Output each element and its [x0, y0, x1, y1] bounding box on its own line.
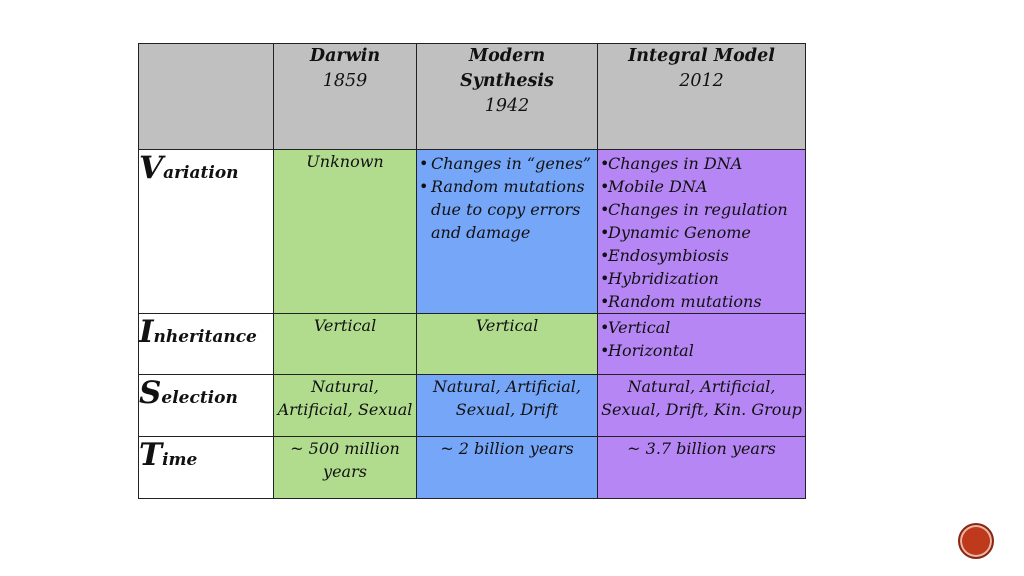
cell-modern-selection: Natural, Artificial, Sexual, Drift — [417, 375, 598, 437]
list-item: • Random mutations — [600, 290, 805, 313]
row-variation — [139, 150, 806, 314]
list-item: • Random mutations due to copy errors and damage — [419, 175, 597, 244]
row-label-variation — [139, 150, 274, 314]
list-item: • Endosymbiosis — [600, 244, 805, 267]
row-label-rest: ariation — [163, 163, 239, 183]
cell-integral-time: ~ 3.7 billion years — [598, 437, 806, 499]
row-time — [139, 437, 806, 499]
cell-integral-inheritance — [598, 314, 806, 375]
row-label-initial: V — [139, 150, 164, 186]
row-inheritance — [139, 314, 806, 375]
list-item: • Changes in DNA — [600, 152, 805, 175]
row-selection — [139, 375, 806, 437]
cell-darwin-inheritance: Vertical — [274, 314, 417, 375]
slide-nav-button[interactable] — [958, 523, 994, 559]
list-item: • Hybridization — [600, 267, 805, 290]
column-title: Modern Synthesis — [460, 46, 554, 91]
row-label-rest: election — [161, 388, 238, 408]
column-header-darwin — [274, 44, 417, 150]
cell-darwin-time: ~ 500 million years — [274, 437, 417, 499]
row-label-selection — [139, 375, 274, 437]
header-row — [139, 44, 806, 150]
list-item: • Changes in regulation — [600, 198, 805, 221]
column-year: 1942 — [484, 96, 530, 116]
list-item: • Horizontal — [600, 339, 805, 362]
row-label-inheritance — [139, 314, 274, 375]
corner-cell — [139, 44, 274, 150]
column-header-integral-model — [598, 44, 806, 150]
row-label-rest: nheritance — [153, 327, 257, 347]
cell-integral-variation — [598, 150, 806, 314]
cell-darwin-variation: Unknown — [274, 150, 417, 314]
column-year: 2012 — [679, 71, 724, 91]
cell-modern-time: ~ 2 billion years — [417, 437, 598, 499]
list-item: • Changes in “genes” — [419, 152, 597, 175]
row-label-initial: I — [139, 314, 154, 350]
cell-modern-variation — [417, 150, 598, 314]
row-label-time — [139, 437, 274, 499]
row-label-rest: ime — [162, 450, 198, 470]
list-item: • Mobile DNA — [600, 175, 805, 198]
cell-darwin-selection: Natural, Artificial, Sexual — [274, 375, 417, 437]
column-header-modern-synthesis — [417, 44, 598, 150]
list-item: • Dynamic Genome — [600, 221, 805, 244]
row-label-initial: S — [139, 375, 162, 411]
cell-integral-selection: Natural, Artificial, Sexual, Drift, Kin. Group — [598, 375, 806, 437]
column-year: 1859 — [322, 71, 368, 91]
list-item: • Vertical — [600, 316, 805, 339]
evolution-comparison-table — [138, 43, 806, 499]
column-title: Integral Model — [628, 46, 775, 66]
cell-modern-inheritance: Vertical — [417, 314, 598, 375]
row-label-initial: T — [139, 437, 163, 473]
column-title: Darwin — [309, 46, 381, 66]
